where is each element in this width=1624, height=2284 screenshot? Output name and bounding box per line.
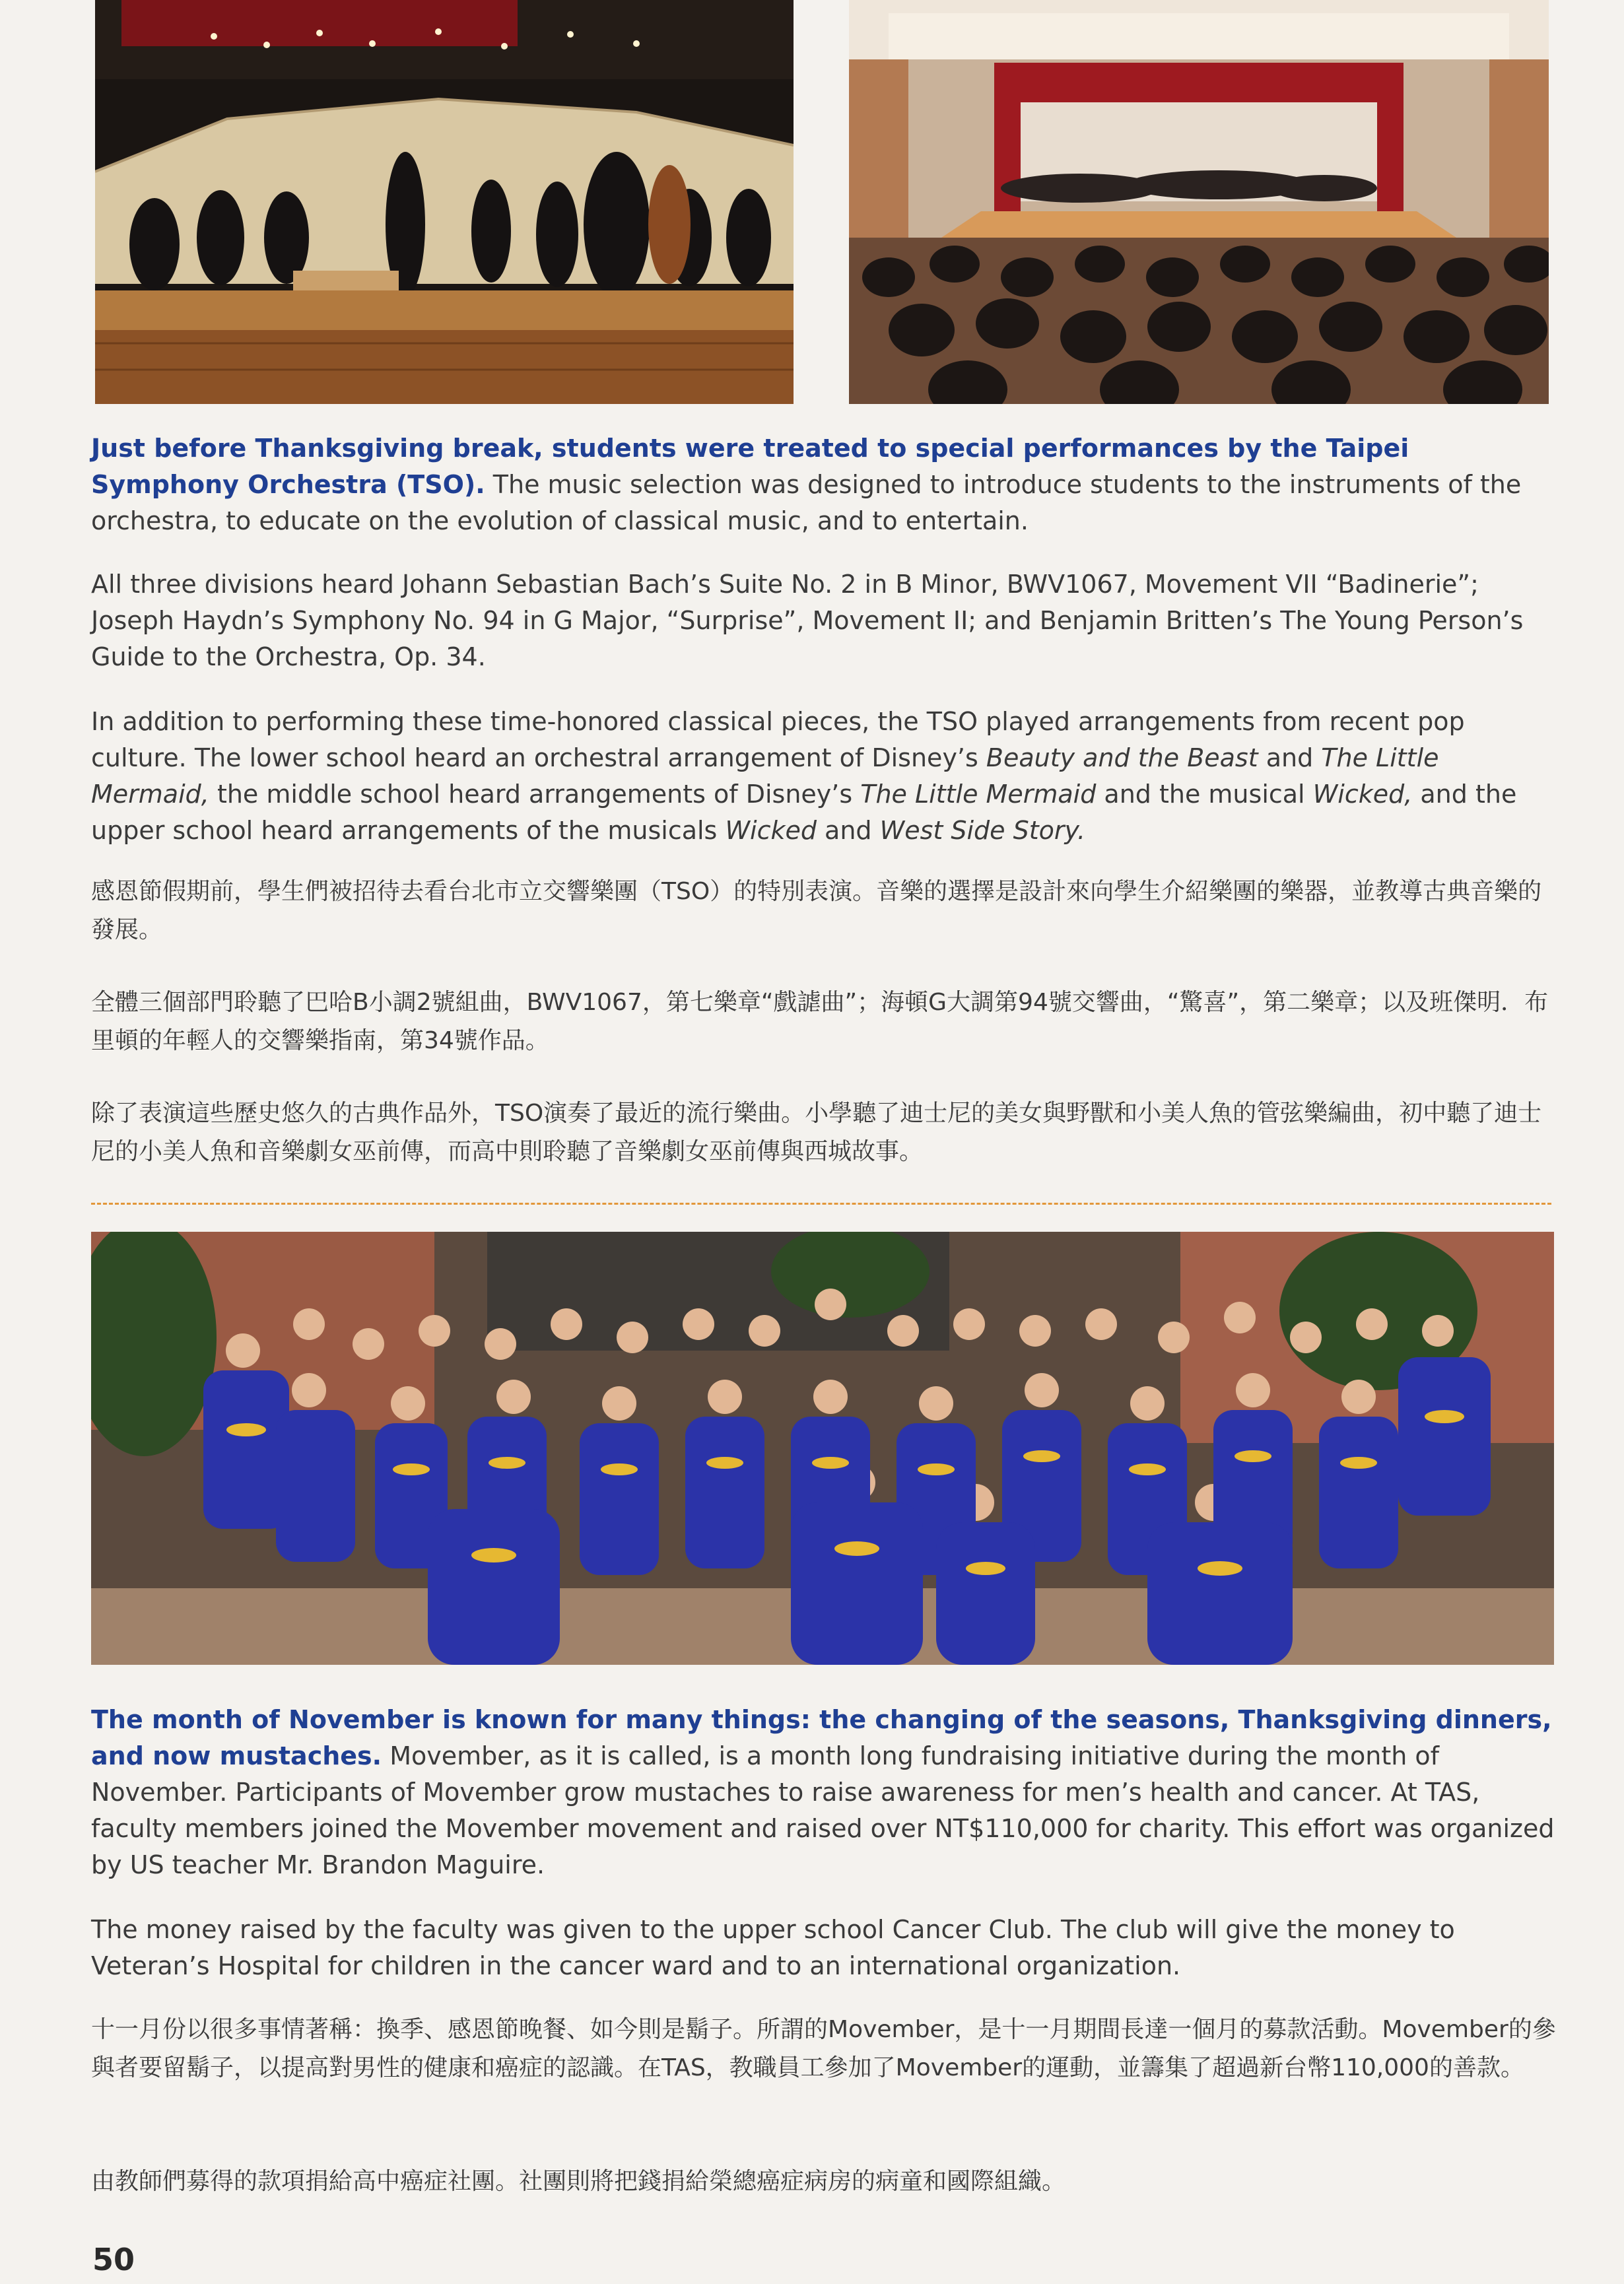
tso-paragraph-2 bbox=[91, 566, 1557, 675]
title-beauty-and-the-beast: Beauty and the Beast bbox=[986, 743, 1258, 772]
tso-p3-text: In addition to performing these time-honored classical pieces, the TSO played arrangements from recent pop culture. The lower school heard an orchestral arrangement of Disney’s bbox=[91, 707, 1465, 772]
tso-p3-text: and bbox=[1258, 743, 1322, 772]
title-west-side-story: West Side Story. bbox=[879, 816, 1086, 845]
auditorium-audience-photo bbox=[849, 0, 1549, 404]
tso-p3-text: and the upper school heard arrangements of the musicals bbox=[91, 780, 1517, 845]
tso-chinese-paragraph-2 bbox=[91, 984, 1557, 1060]
movember-donation-text: The money raised by the faculty was given to the upper school Cancer Club. The club will give the money to Veteran’s Hospital for children in the cancer ward and to an international organization. bbox=[91, 1915, 1455, 1980]
movember-body-text: Movember, as it is called, is a month long fundraising initiative during the month of November. Participants of Movember grow mustaches to raise awareness for men’s health and cancer. At TAS, faculty members joined the Movember movement and raised over NT$110,000 for charity. This effort was organized by US teacher Mr. Brandon Maguire. bbox=[91, 1741, 1555, 1879]
tso-p3-text: the middle school heard arrangements of Disney’s bbox=[209, 780, 861, 809]
title-little-mermaid: The Little Mermaid, bbox=[91, 743, 1439, 809]
movember-paragraph-2 bbox=[91, 1912, 1557, 1984]
tso-lead-text: Just before Thanksgiving break, students were treated to special performances by the Taipei Symphony Orchestra (TSO). bbox=[91, 434, 1409, 499]
tso-repertoire-text: All three divisions heard Johann Sebastian Bach’s Suite No. 2 in B Minor, BWV1067, Movement VII “Badinerie”; Joseph Haydn’s Symphony No. 94 in G Major, “Surprise”, Movement II; and Benjamin Britten’s The Young Person’s Guide to the Orchestra, Op. 34. bbox=[91, 570, 1524, 671]
movember-chinese-paragraph-1 bbox=[91, 2011, 1557, 2087]
tso-body-text: The music selection was designed to introduce students to the instruments of the orchestra, to educate on the evolution of classical music, and to entertain. bbox=[91, 470, 1522, 535]
movember-chinese-text: 十一月份以很多事情著稱：換季、感恩節晚餐、如今則是鬍子。所謂的Movember，是十一月期間長達一個月的募款活動。Movember的參與者要留鬍子，以提高對男性的健康和癌症的認識。在TAS，教職員工參加了Movember的運動，並籌集了超過新台幣110,000的善款。 bbox=[91, 2016, 1556, 2081]
section-divider bbox=[91, 1203, 1551, 1205]
faculty-group-photo bbox=[91, 1232, 1554, 1665]
tso-chinese-paragraph-3 bbox=[91, 1094, 1557, 1171]
tso-p3-text: and the musical bbox=[1096, 780, 1313, 809]
tso-paragraph-3 bbox=[91, 704, 1557, 849]
movember-paragraph-1 bbox=[91, 1702, 1557, 1883]
movember-chinese-paragraph-2 bbox=[91, 2163, 1557, 2201]
tso-chinese-text: 除了表演這些歷史悠久的古典作品外，TSO演奏了最近的流行樂曲。小學聽了迪士尼的美女與野獸和小美人魚的管弦樂編曲，初中聽了迪士尼的小美人魚和音樂劇女巫前傳，而高中則聆聽了音樂劇女巫前傳與西城故事。 bbox=[91, 1100, 1542, 1165]
title-little-mermaid: The Little Mermaid bbox=[860, 780, 1097, 809]
page-number: 50 bbox=[92, 2242, 135, 2277]
tso-p3-text: and bbox=[816, 816, 880, 845]
tso-chinese-text: 全體三個部門聆聽了巴哈B小調2號組曲，BWV1067，第七樂章“戲謔曲”；海頓G大調第94號交響曲，“驚喜”，第二樂章；以及班傑明．布里頓的年輕人的交響樂指南，第34號作品。 bbox=[91, 989, 1549, 1054]
tso-chinese-text: 感恩節假期前，學生們被招待去看台北市立交響樂團（TSO）的特別表演。音樂的選擇是設計來向學生介紹樂團的樂器，並教導古典音樂的發展。 bbox=[91, 878, 1542, 943]
tso-paragraph-1 bbox=[91, 430, 1557, 539]
movember-lead-text: The month of November is known for many things: the changing of the seasons, Thanksgiving dinners, and now mustaches. bbox=[91, 1705, 1552, 1770]
movember-chinese-text: 由教師們募得的款項捐給高中癌症社團。社團則將把錢捐給榮總癌症病房的病童和國際組織。 bbox=[91, 2168, 1066, 2195]
orchestra-on-stage-photo bbox=[95, 0, 794, 404]
title-wicked: Wicked, bbox=[1312, 780, 1413, 809]
tso-chinese-paragraph-1 bbox=[91, 873, 1557, 949]
title-wicked: Wicked bbox=[725, 816, 817, 845]
